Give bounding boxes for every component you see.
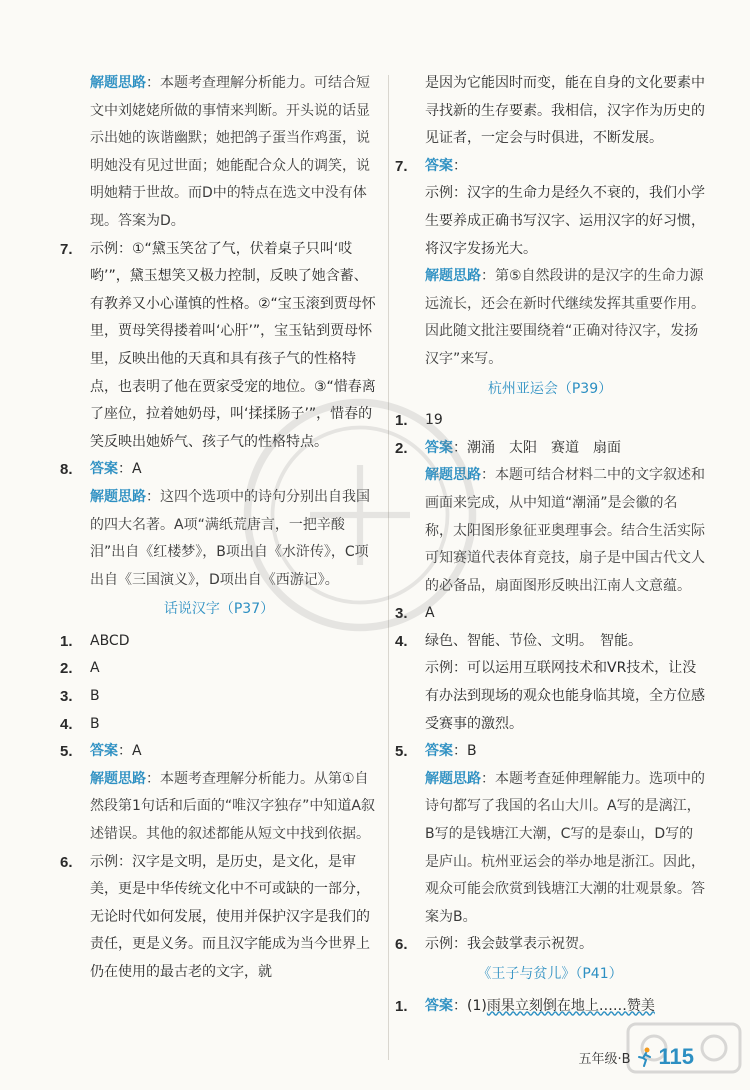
item-number: 3. (60, 688, 73, 706)
item-number: 2. (395, 439, 408, 457)
grade-label: 五年级·B (578, 1051, 631, 1067)
analysis-label: 解题思路 (90, 770, 146, 787)
item-text: B (90, 715, 100, 732)
item-number: 5. (60, 743, 73, 761)
answer-item-5 (60, 738, 378, 848)
answer-value: ：潮涌 太阳 赛道 扇面 (453, 439, 621, 456)
item-text: 示例：汉字是文明，是历史，是文化，是审美，更是中华传统文化中不可或缺的一部分，无论时代如何发展，使用并保护汉字是我们的责任，更是义务。而且汉字能成为当今世界上仍在使用的最古老的文字，就 (90, 853, 370, 980)
item-text: 绿色、智能、节俭、文明。 智能。 (425, 632, 642, 649)
analysis-text: ：第⑤自然段讲的是汉字的生命力源远流长，还会在新时代继续发挥其重要作用。因此随文批注要围绕着“正确对待汉字，发扬汉字”来写。 (425, 268, 705, 367)
answer-label: 答案 (90, 743, 118, 760)
answer-label: 答案 (90, 461, 118, 478)
item-text: 示例：汉字的生命力是经久不衰的，我们小学生要养成正确书写汉字、运用汉字的好习惯，将汉字发扬光大。 (425, 185, 705, 257)
analysis-text: ：本题考查理解分析能力。可结合短文中刘姥姥所做的事情来判断。开头说的话显示出她的诙谐幽默；她把鸽子蛋当作鸡蛋，说明她没有见过世面；她能配合众人的调笑，说明她精于世故。而D中的特点在选文中没有体现。答案为D。 (90, 75, 370, 229)
item-example: 示例：可以运用互联网技术和VR技术，让没有办法到现场的观众也能身临其境，全方位感受赛事的激烈。 (425, 660, 705, 732)
item-number: 8. (60, 461, 73, 479)
item-number: 7. (60, 240, 73, 258)
answer-item-6 (395, 931, 705, 959)
item-number: 1. (395, 412, 408, 430)
answer-item-7 (395, 153, 705, 374)
item-number: 3. (395, 605, 408, 623)
stamp-watermark-icon (235, 390, 485, 640)
answer-item-5 (395, 738, 705, 931)
answer-label: 答案 (425, 439, 453, 456)
analysis-text: ：本题考查延伸理解能力。选项中的诗句都写了我国的名山大川。A写的是漓江，B写的是钱塘江大潮，C写的是泰山，D写的是庐山。杭州亚运会的举办地是浙江。因此，观众可能会欣赏到钱塘江大潮的壮观景象。答案为B。 (425, 770, 705, 925)
answer-value: ：A (118, 743, 142, 760)
section-title: 《王子与贫儿》（P41） (477, 966, 623, 982)
item-number: 2. (60, 660, 73, 678)
item-text: ABCD (90, 632, 130, 649)
item-number: 5. (395, 743, 408, 761)
answer-value: ： (453, 157, 467, 174)
analysis-label: 解题思路 (90, 488, 146, 505)
answer-label: 答案 (425, 743, 453, 760)
answer-item-1 (395, 993, 705, 1021)
answer-value: ：B (453, 743, 477, 760)
answer-value: ：A (118, 461, 142, 478)
analysis-text: ：本题可结合材料二中的文字叙述和画面来完成，从中知道“潮涌”是会徽的名称，太阳图形象征亚奥理事会。结合生活实际可知赛道代表体育竞技，扇子是中国古代文人的必备品，扇面图形反映出江南人文意蕴。 (425, 467, 705, 594)
item-text: 示例：我会鼓掌表示祝贺。 (425, 936, 593, 953)
analysis-text: ：这四个选项中的诗句分别出自我国的四大名著。A项“满纸荒唐言，一把辛酸泪”出自《红楼梦》，B项出自《水浒传》，C项出自《三国演义》，D项出自《西游记》。 (90, 488, 370, 588)
item-text: 19 (425, 412, 443, 429)
analysis-label: 解题思路 (425, 770, 481, 787)
answer-item-2 (60, 655, 378, 683)
page-number: 115 (658, 1044, 694, 1069)
answer-item-3 (60, 683, 378, 711)
item-number: 6. (395, 936, 408, 954)
page-footer (578, 1044, 694, 1070)
answer-value: ：(1) (453, 997, 487, 1014)
item-number: 4. (395, 632, 408, 650)
answer-item-4 (395, 628, 705, 738)
section-title: 话说汉字（P37） (163, 601, 275, 618)
continued-text: 是因为它能因时而变，能在自身的文化要素中寻找新的生存要素。我相信，汉字作为历史的见证者，一定会与时俱进，不断发展。 (425, 75, 705, 147)
item-number: 4. (60, 715, 73, 733)
item-number: 6. (60, 853, 73, 871)
analysis-label: 解题思路 (425, 467, 481, 484)
answer-item-4 (60, 711, 378, 739)
analysis-label: 解题思路 (90, 75, 146, 91)
answer-label: 答案 (425, 997, 453, 1014)
analysis-paragraph (60, 70, 378, 236)
item-text: A (90, 660, 100, 677)
item-number: 1. (60, 632, 73, 650)
item-text: A (425, 605, 435, 622)
section-title: 杭州亚运会（P39） (487, 380, 613, 397)
answer-item-6 (60, 849, 378, 987)
item-text: B (90, 688, 100, 705)
item-text: 示例：①“黛玉笑岔了气，伏着桌子只叫‘哎哟’”，黛玉想笑又极力控制，反映了她含蓄、有教养又小心谨慎的性格。②“宝玉滚到贾母怀里，贾母笑得搂着叫‘心肝’”，宝玉钻到贾母怀里，反映出他的天真和具有孩子气的性格特点，也表明了他在贾家受宠的地位。③“惜春离了座位，拉着她奶母，叫‘揉揉肠子’”，惜春的笑反映出她娇气、孩子气的性格特点。 (90, 240, 376, 450)
analysis-text: ：本题考查理解分析能力。从第①自然段第1句话和后面的“唯汉字独存”中知道A叙述错误。其他的叙述都能从短文中找到依据。 (90, 770, 375, 843)
analysis-label: 解题思路 (425, 268, 481, 285)
wavy-underlined-text: 雨果立刻倒在地上……赞美 (486, 997, 655, 1014)
answer-label: 答案 (425, 157, 453, 174)
runner-icon (637, 1047, 653, 1067)
item-number: 1. (395, 997, 408, 1015)
item-number: 7. (395, 157, 408, 175)
